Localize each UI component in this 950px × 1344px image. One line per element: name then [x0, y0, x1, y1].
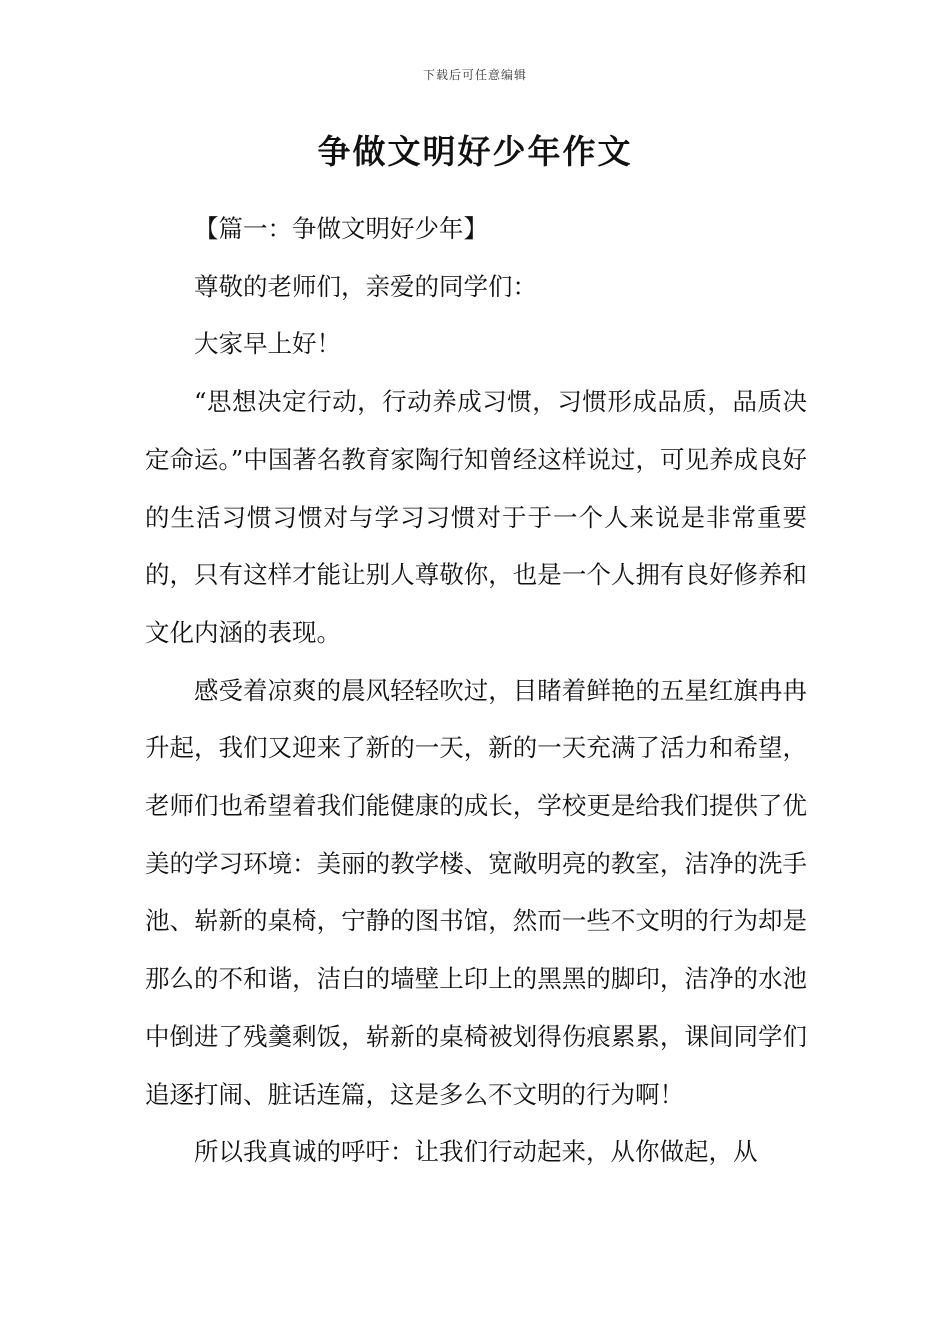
document-body	[145, 200, 807, 1181]
section-heading: 【篇一：争做文明好少年】	[194, 214, 488, 243]
body-paragraph: 感受着凉爽的晨风轻轻吹过，目睹着鲜艳的五星红旗冉冉升起，我们又迎来了新的一天，新的一天充满了活力和希望，老师们也希望着我们能健康的成长，学校更是给我们提供了优美的学习环境：美丽的教学楼、宽敞明亮的教室，洁净的洗手池、崭新的桌椅，宁静的图书馆，然而一些不文明的行为却是那么的不和谐，洁白的墙壁上印上的黑黑的脚印，洁净的水池中倒进了残羹剩饭，崭新的桌椅被划得伤痕累累，课间同学们追逐打闹、脏话连篇，这是多么不文明的行为啊！	[145, 675, 807, 1109]
body-paragraph: “思想决定行动，行动养成习惯，习惯形成品质，品质决定命运。”中国著名教育家陶行知曾经这样说过，可见养成良好的生活习惯习惯对与学习习惯对于于一个人来说是非常重要的，只有这样才能让别人尊敬你，也是一个人拥有良好修养和文化内涵的表现。	[145, 387, 807, 647]
document-title: 争做文明好少年作文	[317, 132, 633, 171]
body-paragraph: 所以我真诚的呼吁：让我们行动起来，从你做起，从	[194, 1137, 758, 1167]
greeting-paragraph: 大家早上好！	[194, 329, 341, 359]
header-note: 下载后可任意编辑	[422, 68, 527, 82]
salutation-paragraph: 尊敬的老师们，亲爱的同学们：	[194, 271, 537, 301]
